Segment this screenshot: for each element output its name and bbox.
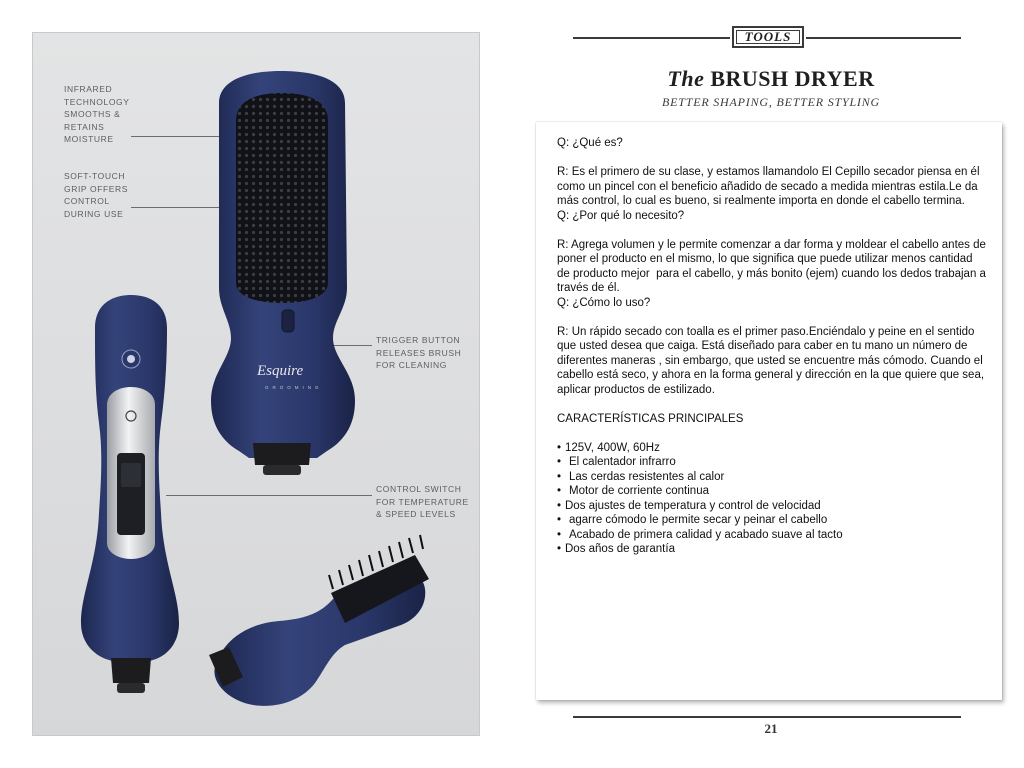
body-paragraph: R: Un rápido secado con toalla es el primer paso.Enciéndalo y peine en el sentido que usted desea que caiga. Está diseñado para caber en tu mano un número de diferentes maneras , sin embargo, que usted se encuentre más cómodo. Cuando el cabello está seco, y ahora en la forma general y dirección en la que quiere que sea, aplicar productos de estilizado. xyxy=(557,325,988,396)
body-paragraph xyxy=(557,397,987,412)
bullet-icon: • xyxy=(557,514,562,526)
brush-side-view xyxy=(209,535,429,706)
article-text-box xyxy=(536,122,1002,700)
feature-text: Motor de corriente continua xyxy=(569,485,709,497)
title-prefix: The xyxy=(667,66,705,91)
body-paragraph: Q: ¿Qué es? xyxy=(557,137,623,149)
callout-infrared: INFRARED TECHNOLOGY SMOOTHS & RETAINS MOISTURE xyxy=(64,84,130,144)
body-paragraph xyxy=(557,151,987,166)
title-main: BRUSH DRYER xyxy=(710,66,875,91)
header-rule-right xyxy=(806,37,961,39)
brand-sub: GROOMING xyxy=(265,385,323,390)
feature-text: 125V, 400W, 60Hz xyxy=(565,441,660,454)
feature-item xyxy=(557,542,987,557)
feature-item xyxy=(557,441,987,456)
bullet-icon: • xyxy=(557,499,562,512)
body-paragraph xyxy=(557,310,987,325)
brush-back-view xyxy=(211,71,355,475)
feature-item xyxy=(557,528,987,543)
brush-front-view xyxy=(81,295,179,693)
article-body xyxy=(557,136,990,557)
feature-text: agarre cómodo le permite secar y peinar el cabello xyxy=(569,514,828,526)
feature-item xyxy=(557,513,987,528)
product-photo-page xyxy=(32,32,480,736)
feature-text: Dos años de garantía xyxy=(565,543,675,555)
footer-rule xyxy=(573,716,961,718)
callout-switch: CONTROL SWITCH FOR TEMPERATURE & SPEED LEVELS xyxy=(376,484,469,519)
article-subtitle: BETTER SHAPING, BETTER STYLING xyxy=(661,95,880,109)
article-title xyxy=(536,66,1006,92)
feature-text: Dos ajustes de temperatura y control de velocidad xyxy=(565,499,821,512)
brand-logo: Esquire xyxy=(257,363,304,379)
callout-grip: SOFT-TOUCH GRIP OFFERS CONTROL DURING USE xyxy=(64,171,129,219)
body-paragraph: R: Agrega volumen y le permite comenzar a dar forma y moldear el cabello antes de poner el producto en el mismo, lo que significa que puede utilizar menos cantidad de producto mejor para el cabello, y más bonito (ejem) cuando los dedos trabajan a través de él. xyxy=(557,238,990,294)
section-tag: TOOLS xyxy=(732,26,804,48)
body-paragraph xyxy=(557,223,987,238)
callout-trigger: TRIGGER BUTTON RELEASES BRUSH FOR CLEANING xyxy=(376,335,462,370)
feature-item xyxy=(557,499,987,514)
article-page xyxy=(536,0,1006,768)
header-rule-left xyxy=(573,37,730,39)
body-paragraph: Q: ¿Por qué lo necesito? xyxy=(557,209,685,222)
bullet-icon: • xyxy=(557,528,562,541)
bullet-icon: • xyxy=(557,456,562,468)
feature-list xyxy=(557,441,987,557)
brush-dryer-illustration xyxy=(33,33,480,736)
feature-text: Acabado de primera calidad y acabado suave al tacto xyxy=(569,528,843,541)
bullet-icon: • xyxy=(557,470,562,483)
feature-text: Las cerdas resistentes al calor xyxy=(569,470,725,483)
body-paragraph: R: Es el primero de su clase, y estamos llamandolo El Cepillo secador piensa en él como un pincel con el beneficio añadido de secado a medida mientras estila.Le da más control, lo cual es bueno, si realmente importa en donde el cabello termina. xyxy=(557,166,983,207)
bullet-icon: • xyxy=(557,441,562,454)
page-number: 21 xyxy=(764,721,778,736)
feature-item xyxy=(557,455,987,470)
features-heading: CARACTERÍSTICAS PRINCIPALES xyxy=(557,412,744,425)
feature-item xyxy=(557,470,987,485)
feature-item xyxy=(557,484,987,499)
body-paragraph xyxy=(557,426,987,441)
body-paragraph: Q: ¿Cómo lo uso? xyxy=(557,296,651,309)
bullet-icon: • xyxy=(557,485,562,497)
bullet-icon: • xyxy=(557,543,562,555)
feature-text: El calentador infrarro xyxy=(569,456,676,468)
